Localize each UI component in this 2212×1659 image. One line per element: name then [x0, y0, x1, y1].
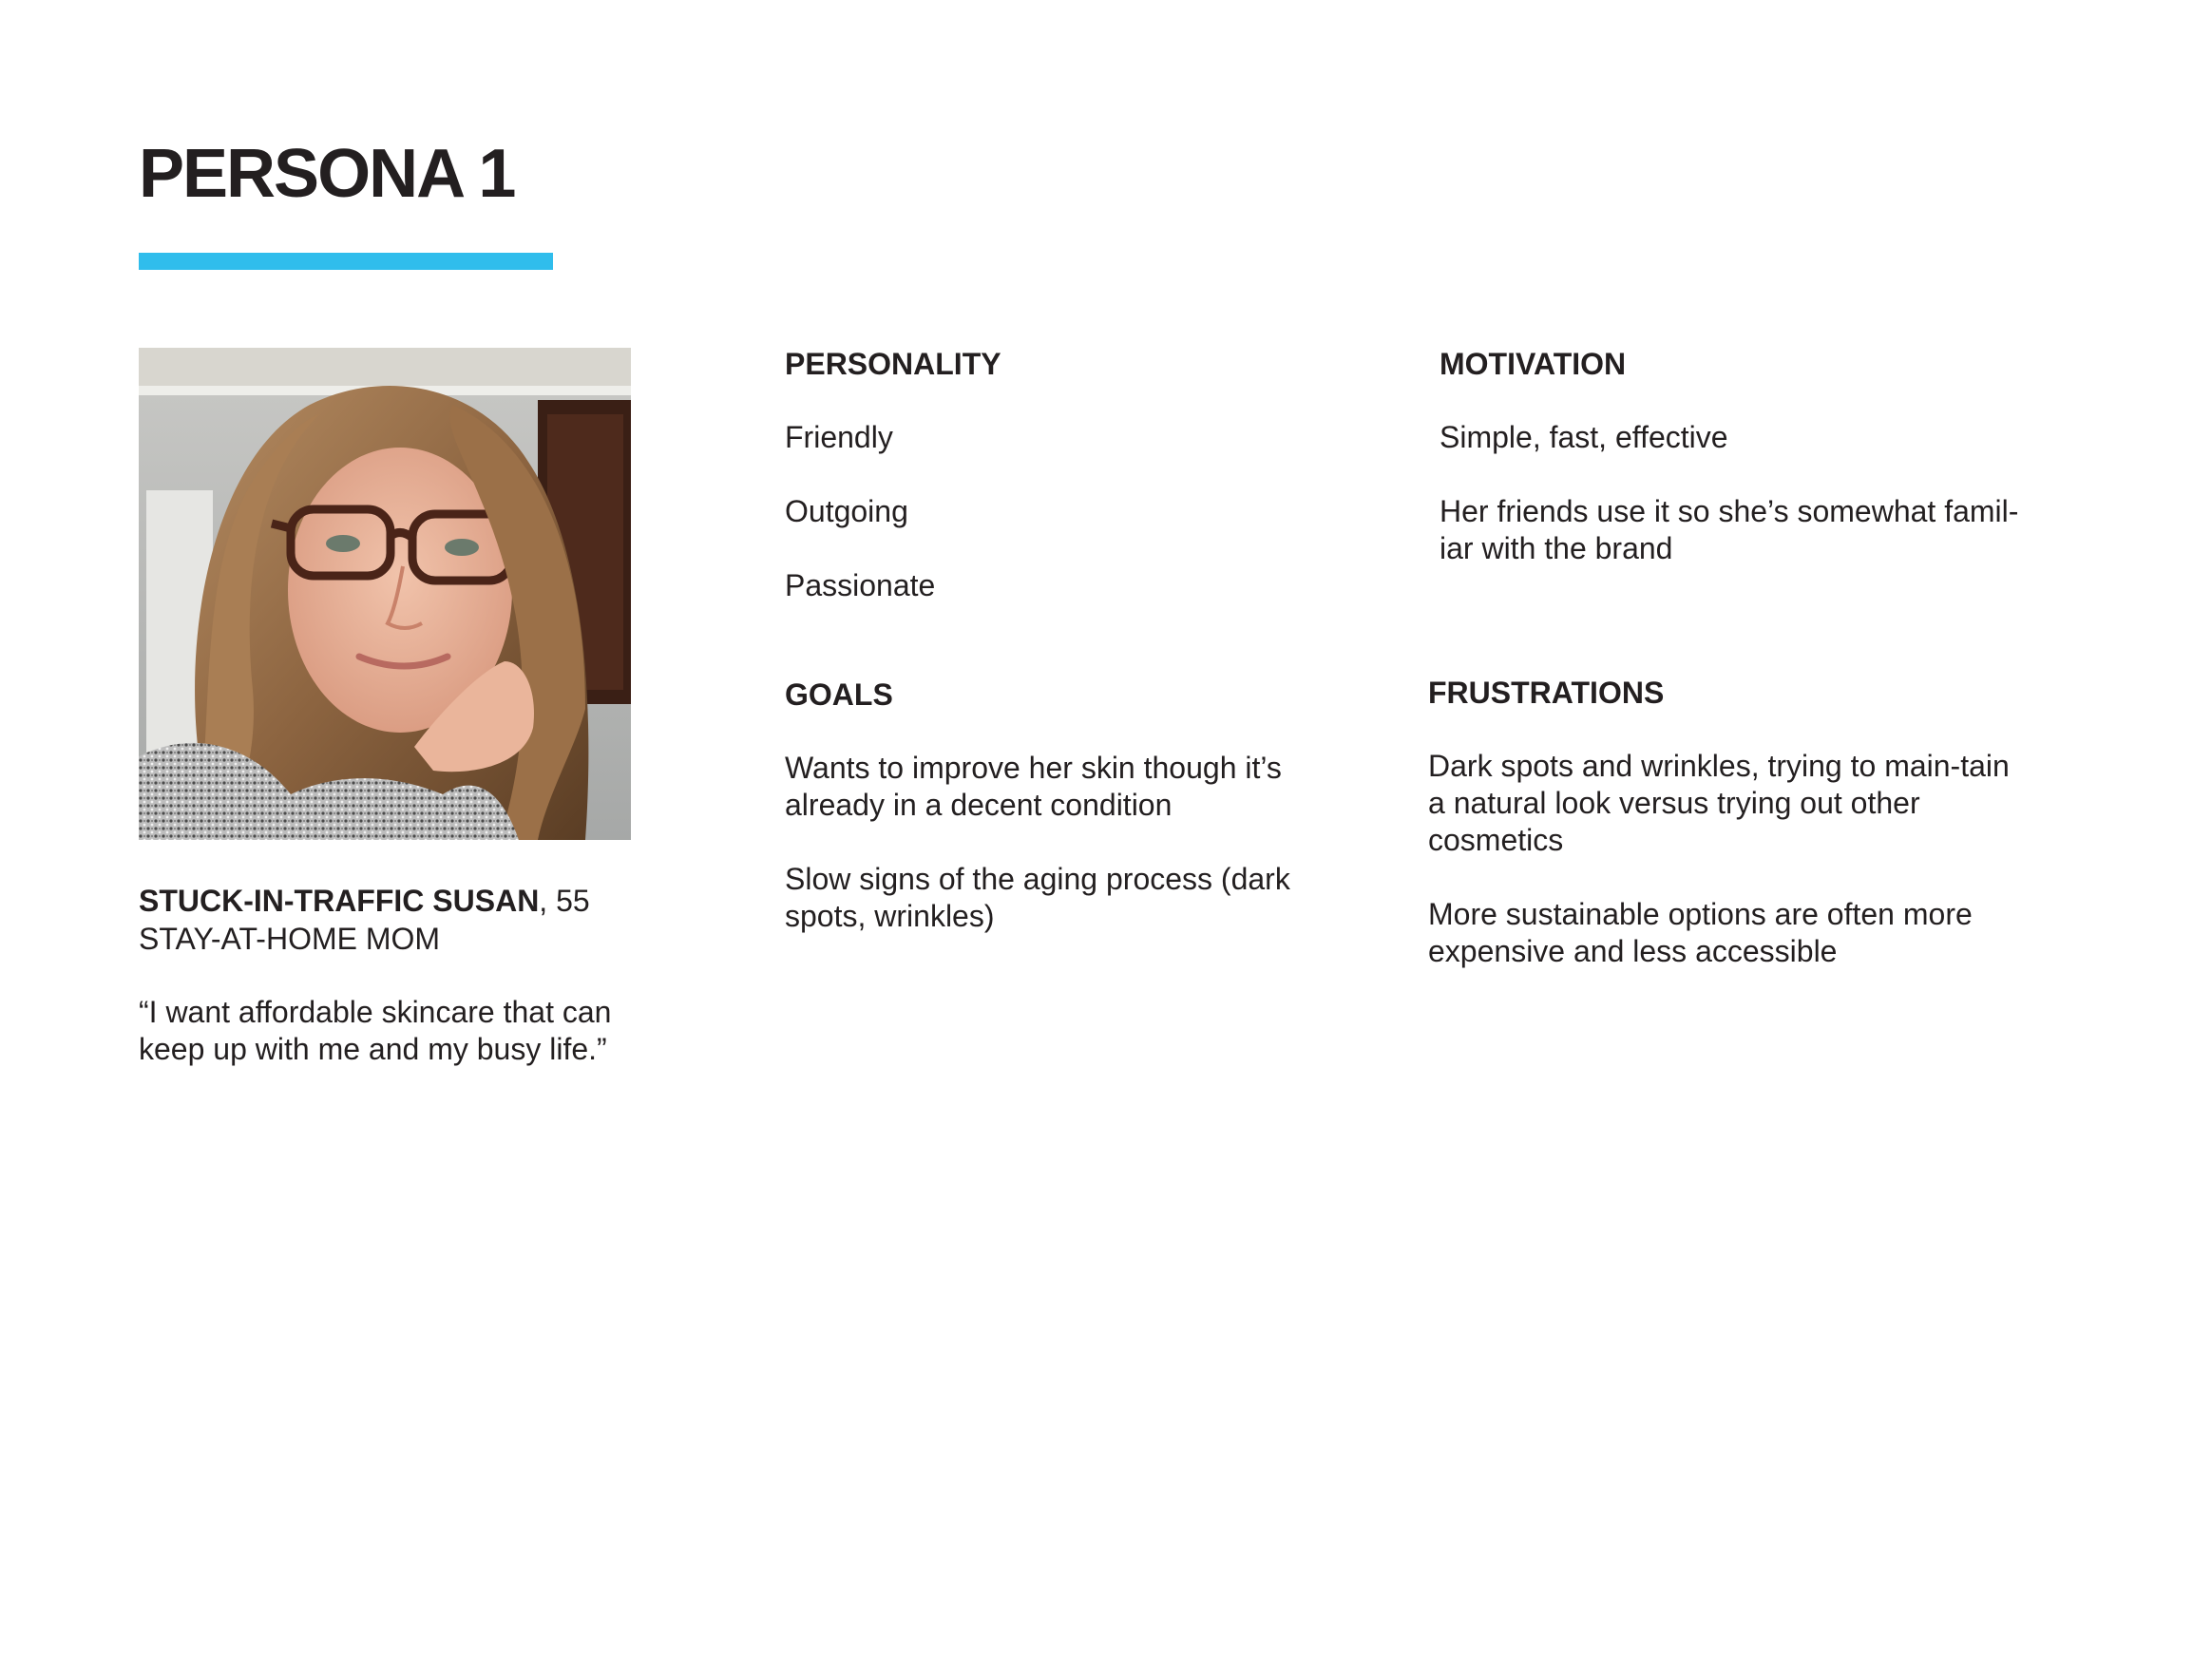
goals-heading: GOALS [785, 677, 893, 712]
goals-item: Slow signs of the aging process (dark spots, wrinkles) [785, 862, 1290, 933]
goals-item: Wants to improve her skin though it’s already in a decent condition [785, 751, 1282, 822]
persona-quote: “I want affordable skincare that can keep up with me and my busy life.” [139, 995, 612, 1066]
motivation-item: Her friends use it so she’s somewhat famil-iar with the brand [1440, 494, 2019, 565]
persona-role: STAY-AT-HOME MOM [139, 922, 441, 956]
frustrations-heading: FRUSTRATIONS [1428, 676, 1665, 710]
title-underline-bar [139, 253, 553, 270]
frustrations-item: More sustainable options are often more expensive and less accessible [1428, 897, 1973, 968]
persona-name-line [139, 882, 590, 920]
personality-item: Friendly [785, 420, 893, 454]
persona-age: , 55 [539, 884, 590, 918]
page-title: PERSONA 1 [139, 136, 515, 212]
portrait-photo-icon [139, 348, 631, 840]
persona-photo [139, 348, 631, 840]
motivation-item: Simple, fast, effective [1440, 420, 1728, 454]
personality-item: Passionate [785, 568, 936, 602]
frustrations-item: Dark spots and wrinkles, trying to main-tain a natural look versus trying out other cosmetics [1428, 749, 2010, 857]
personality-item: Outgoing [785, 494, 908, 528]
personality-heading: PERSONALITY [785, 347, 1001, 381]
persona-name: STUCK-IN-TRAFFIC SUSAN [139, 884, 540, 918]
motivation-heading: MOTIVATION [1440, 347, 1627, 381]
